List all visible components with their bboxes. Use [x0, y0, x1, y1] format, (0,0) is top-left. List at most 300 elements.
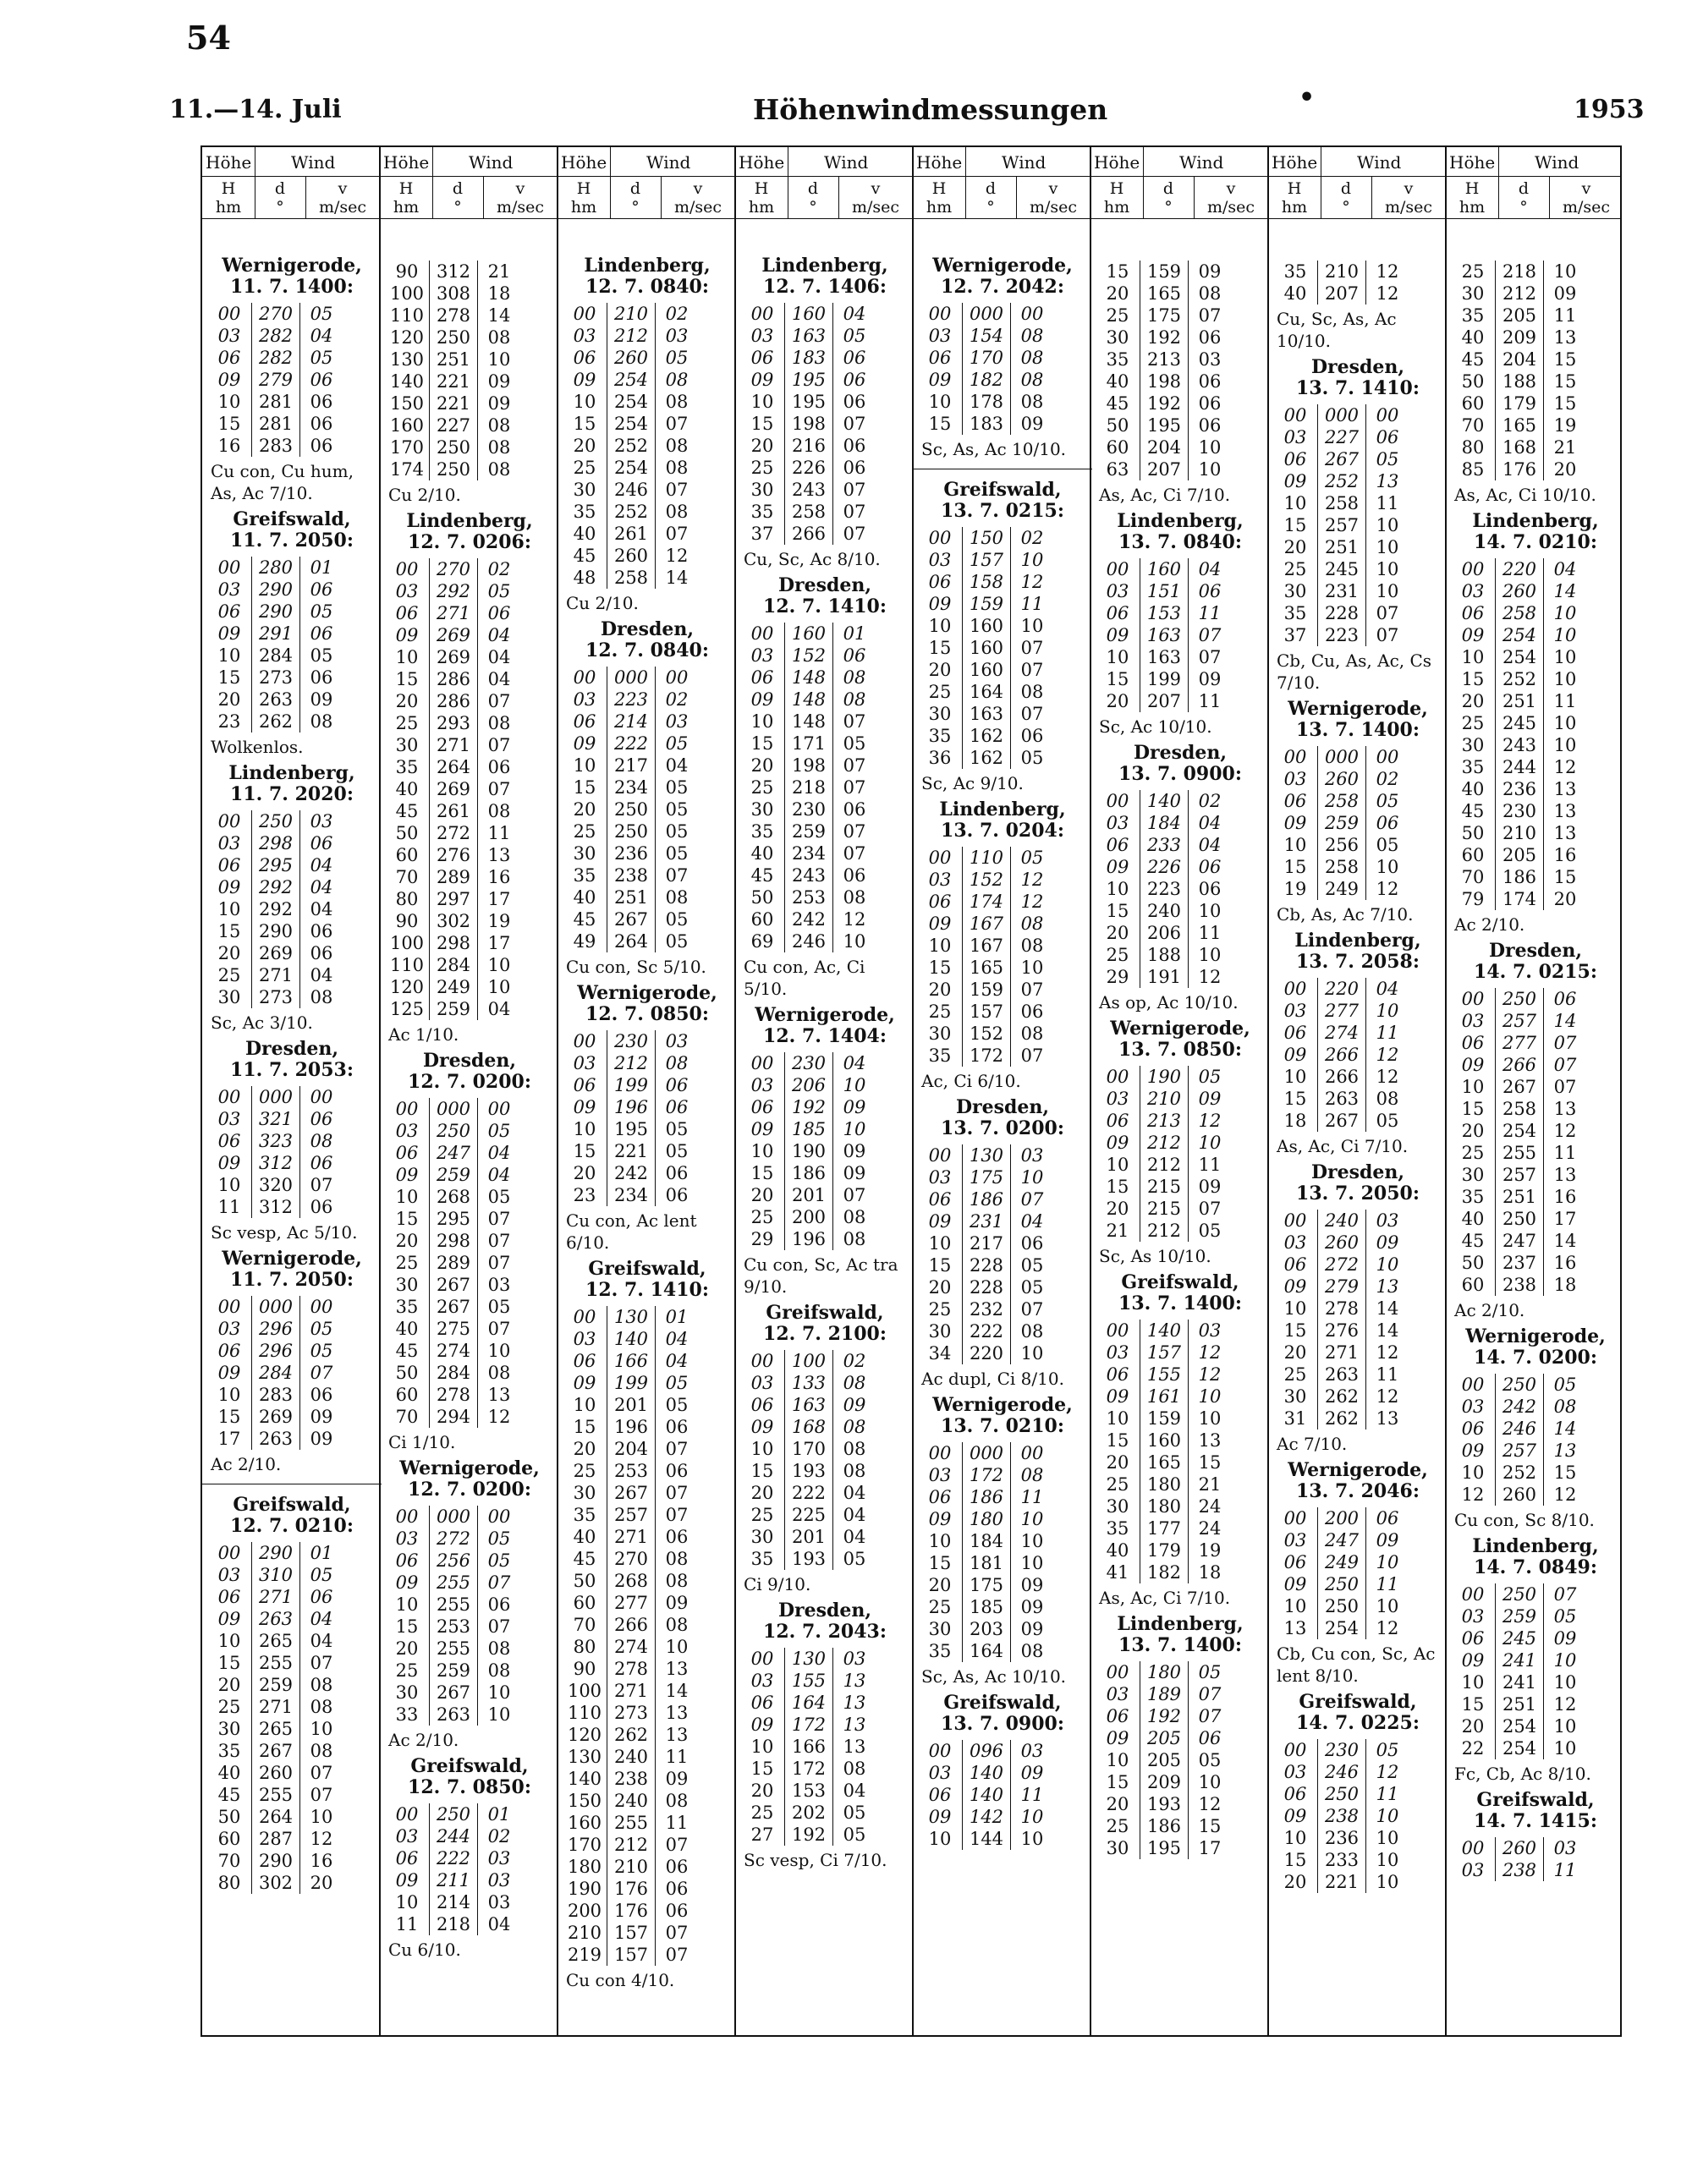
height-value: 03: [573, 689, 596, 710]
height-value: 03: [573, 326, 596, 346]
direction-value: 290: [251, 920, 300, 942]
direction-value: 250: [1495, 1374, 1544, 1396]
speed-value: 04: [1198, 835, 1222, 855]
station-block: [1273, 261, 1442, 352]
height-value: 10: [573, 1395, 596, 1415]
direction-value: 195: [1140, 414, 1189, 436]
speed-value: 04: [310, 1609, 333, 1629]
table-row: [385, 910, 554, 932]
cloud-note: As, Ac, Ci 10/10.: [1454, 485, 1596, 505]
direction-value: 252: [607, 501, 656, 523]
table-row: [207, 1406, 376, 1428]
speed-value: 08: [487, 1660, 511, 1681]
height-value: 40: [1461, 327, 1485, 348]
table-row: [563, 1724, 732, 1746]
column-content: [918, 255, 1087, 1855]
table-row: [1096, 790, 1265, 812]
speed-value: 08: [665, 392, 689, 412]
height-value: 130: [567, 1747, 602, 1767]
table-row: [207, 303, 376, 325]
station-name: Wernigerode,: [222, 1248, 362, 1270]
cloud-note: Cb, As, Ac 7/10.: [1277, 904, 1414, 925]
speed-value: 05: [487, 1297, 511, 1317]
table-row: [740, 908, 909, 930]
speed-value: 13: [1553, 801, 1577, 821]
speed-value: 05: [1020, 1255, 1044, 1276]
station-datetime: 12. 7. 0200:: [408, 1071, 531, 1093]
direction-value: 236: [1495, 778, 1544, 800]
station-datetime: 12. 7. 2100:: [763, 1323, 887, 1345]
speed-value: 08: [487, 437, 511, 458]
speed-value: 05: [1020, 1277, 1044, 1298]
height-value: 00: [217, 1087, 241, 1107]
speed-value: 12: [487, 1407, 511, 1427]
direction-value: 190: [784, 1140, 833, 1162]
direction-value: 258: [607, 567, 656, 589]
height-value: 00: [573, 1307, 596, 1327]
station-block: [918, 255, 1087, 460]
table-row: [1096, 370, 1265, 392]
direction-value: 207: [1140, 458, 1189, 480]
height-value: 10: [217, 645, 241, 666]
speed-value: 07: [843, 711, 866, 732]
table-column: [1090, 147, 1268, 2035]
direction-value: 272: [429, 822, 478, 844]
table-row: [918, 1001, 1087, 1023]
table-row: [563, 1118, 732, 1140]
speed-value: 07: [487, 1572, 511, 1593]
direction-value: 270: [607, 1548, 656, 1570]
table-row: [385, 414, 554, 436]
table-row: [1096, 1561, 1265, 1583]
speed-value: 06: [1198, 415, 1222, 436]
speed-value: 05: [665, 799, 689, 820]
speed-value: 10: [1376, 537, 1399, 557]
station-name: Wernigerode,: [1465, 1325, 1606, 1347]
height-value: 20: [928, 660, 952, 680]
height-value: 03: [1283, 1762, 1307, 1782]
table-row: [1273, 492, 1442, 514]
direction-value: 280: [251, 557, 300, 579]
table-row: [1273, 1364, 1442, 1386]
table-row: [740, 1118, 909, 1140]
table-row: [563, 1900, 732, 1922]
direction-value: 193: [784, 1548, 833, 1570]
table-column: [1446, 147, 1623, 2035]
height-value: 03: [750, 1373, 774, 1393]
height-value: 00: [750, 1053, 774, 1073]
station-name: Greifswald,: [943, 1692, 1062, 1714]
speed-value: 05: [1198, 1662, 1222, 1682]
speed-value: 13: [1376, 471, 1399, 491]
deg-unit: °: [276, 198, 284, 217]
height-value: 00: [573, 1031, 596, 1051]
table-row: [740, 1394, 909, 1416]
height-value: 79: [1461, 889, 1485, 909]
speed-value: 07: [1553, 1055, 1577, 1075]
height-value: 09: [573, 370, 596, 390]
speed-value: 09: [665, 1769, 689, 1789]
table-row: [207, 942, 376, 964]
cloud-note: Sc vesp, Ac 5/10.: [211, 1222, 358, 1243]
direction-value: 165: [1140, 283, 1189, 305]
height-value: 06: [928, 348, 952, 368]
table-row: [918, 391, 1087, 413]
height-value: 20: [1106, 923, 1129, 943]
height-value: 219: [567, 1945, 602, 1965]
speed-value: 04: [310, 899, 333, 919]
table-row: [740, 842, 909, 864]
table-row: [1451, 668, 1620, 690]
height-value: 25: [1283, 559, 1307, 579]
speed-value: 07: [1020, 1299, 1044, 1320]
h-label: H: [1287, 179, 1302, 198]
table-row: [563, 479, 732, 501]
direction-value: 312: [429, 261, 478, 283]
height-value: 03: [1283, 1001, 1307, 1021]
height-value: 25: [750, 1803, 774, 1823]
h-label: H: [1464, 179, 1480, 198]
height-value: 06: [217, 348, 241, 368]
height-value: 06: [395, 1550, 419, 1571]
station-datetime: 11. 7. 2050:: [230, 530, 354, 551]
speed-value: 04: [843, 1527, 866, 1547]
speed-value: 00: [487, 1506, 511, 1527]
d-label: d: [985, 179, 997, 198]
height-value: 80: [395, 889, 419, 909]
direction-value: 221: [429, 392, 478, 414]
table-row: [563, 391, 732, 413]
speed-value: 14: [1553, 1231, 1577, 1251]
station-block: [1273, 1460, 1442, 1687]
table-row: [1273, 1595, 1442, 1617]
speed-value: 06: [310, 943, 333, 963]
height-value: 20: [750, 1483, 774, 1503]
height-value: 20: [217, 689, 241, 710]
direction-value: 190: [1140, 1066, 1189, 1088]
speed-value: 05: [1553, 1375, 1577, 1395]
height-header: Höhe: [206, 152, 252, 173]
speed-value: 20: [310, 1873, 333, 1893]
speed-value: 06: [310, 436, 333, 456]
table-row: [563, 1746, 732, 1768]
height-value: 50: [1461, 371, 1485, 392]
height-value: 10: [1283, 1298, 1307, 1319]
speed-value: 06: [310, 414, 333, 434]
table-row: [918, 637, 1087, 659]
table-row: [385, 1142, 554, 1164]
direction-value: 259: [429, 1164, 478, 1186]
speed-value: 04: [843, 1781, 866, 1801]
height-value: 06: [1283, 1023, 1307, 1043]
speed-value: 13: [665, 1703, 689, 1723]
table-row: [1451, 866, 1620, 888]
direction-value: 289: [429, 866, 478, 888]
table-row: [385, 261, 554, 283]
speed-value: 09: [310, 1429, 333, 1449]
speed-value: 13: [665, 1659, 689, 1679]
speed-value: 10: [1553, 647, 1577, 667]
direction-value: 222: [962, 1320, 1011, 1342]
speed-value: 05: [487, 1121, 511, 1141]
cloud-note: Sc, As, Ac 10/10.: [921, 1666, 1067, 1687]
table-row: [740, 820, 909, 842]
speed-value: 07: [310, 1653, 333, 1673]
direction-value: 257: [1495, 1440, 1544, 1462]
table-row: [740, 435, 909, 457]
speed-value: 12: [1376, 261, 1399, 282]
table-row: [385, 1230, 554, 1252]
column-rule: [734, 147, 736, 2035]
direction-value: 186: [784, 1162, 833, 1184]
v-label: v: [1048, 179, 1058, 198]
table-row: [1096, 392, 1265, 414]
table-row: [1096, 1154, 1265, 1176]
height-value: 00: [217, 1297, 241, 1317]
table-row: [385, 1098, 554, 1120]
table-row: [207, 1296, 376, 1318]
table-row: [1273, 1110, 1442, 1132]
speed-value: 10: [1198, 459, 1222, 480]
height-value: 03: [928, 870, 952, 890]
height-value: 00: [750, 623, 774, 644]
height-value: 09: [395, 1572, 419, 1593]
speed-value: 10: [1376, 1001, 1399, 1021]
direction-value: 193: [784, 1460, 833, 1482]
direction-value: 260: [1495, 580, 1544, 602]
height-value: 09: [928, 1509, 952, 1529]
table-row: [740, 479, 909, 501]
table-row: [1273, 283, 1442, 305]
height-value: 30: [1106, 327, 1129, 348]
table-row: [918, 1276, 1087, 1298]
table-row: [1096, 1364, 1265, 1386]
direction-value: 188: [1495, 370, 1544, 392]
speed-value: 08: [310, 1741, 333, 1761]
height-value: 180: [567, 1857, 602, 1877]
speed-value: 10: [487, 349, 511, 370]
table-row: [740, 1504, 909, 1526]
direction-value: 240: [607, 1746, 656, 1768]
direction-value: 254: [1495, 1120, 1544, 1142]
station-block: [1273, 1162, 1442, 1455]
table-row: [207, 1828, 376, 1850]
height-value: 06: [928, 1487, 952, 1507]
height-value: 10: [217, 1385, 241, 1405]
speed-value: 08: [487, 415, 511, 436]
direction-value: 214: [429, 1891, 478, 1913]
table-row: [918, 303, 1087, 325]
speed-value: 07: [843, 843, 866, 864]
height-value: 10: [928, 1531, 952, 1551]
height-value: 200: [567, 1901, 602, 1921]
table-row: [385, 436, 554, 458]
direction-value: 201: [784, 1184, 833, 1206]
speed-value: 07: [1198, 1199, 1222, 1219]
height-value: 03: [928, 326, 952, 346]
height-value: 10: [395, 1594, 419, 1615]
direction-value: 250: [1495, 1208, 1544, 1230]
station-name: Greifswald,: [766, 1302, 884, 1324]
table-row: [563, 1394, 732, 1416]
direction-value: 160: [1140, 1429, 1189, 1451]
column-rule: [912, 147, 914, 2035]
table-row: [918, 1342, 1087, 1364]
direction-value: 100: [784, 1350, 833, 1372]
direction-value: 292: [429, 580, 478, 602]
direction-value: 243: [784, 479, 833, 501]
table-row: [1273, 1000, 1442, 1022]
height-value: 10: [750, 1141, 774, 1161]
speed-value: 04: [487, 669, 511, 689]
table-row: [563, 1702, 732, 1724]
height-value: 00: [750, 304, 774, 324]
table-row: [385, 1594, 554, 1616]
table-row: [740, 798, 909, 820]
speed-value: 10: [1376, 559, 1399, 579]
direction-value: 217: [962, 1232, 1011, 1254]
height-value: 50: [573, 1571, 596, 1591]
speed-value: 08: [487, 1363, 511, 1383]
height-value: 15: [1283, 1320, 1307, 1341]
table-row: [918, 1530, 1087, 1552]
direction-value: 176: [1495, 458, 1544, 480]
table-row: [1451, 348, 1620, 370]
height-value: 00: [1461, 1375, 1485, 1395]
height-value: 10: [1461, 1077, 1485, 1097]
direction-value: 181: [962, 1552, 1011, 1574]
height-value: 10: [1461, 647, 1485, 667]
speed-value: 11: [1020, 1487, 1044, 1507]
speed-value: 06: [665, 1857, 689, 1877]
speed-value: 10: [1553, 1672, 1577, 1693]
direction-value: 250: [429, 327, 478, 348]
speed-value: 06: [665, 1901, 689, 1921]
speed-value: 03: [310, 811, 333, 831]
table-row: [207, 1108, 376, 1130]
speed-value: 07: [665, 1945, 689, 1965]
table-row: [1273, 1739, 1442, 1761]
direction-value: 221: [429, 370, 478, 392]
v-label: v: [338, 179, 348, 198]
table-row: [740, 1758, 909, 1780]
height-value: 25: [928, 682, 952, 702]
direction-value: 267: [429, 1296, 478, 1318]
direction-value: 292: [251, 898, 300, 920]
speed-value: 08: [1020, 936, 1044, 956]
direction-value: 000: [251, 1296, 300, 1318]
table-row: [740, 886, 909, 908]
table-row: [918, 1486, 1087, 1508]
station-name: Dresden,: [1133, 742, 1228, 764]
table-row: [563, 886, 732, 908]
direction-value: 256: [429, 1550, 478, 1572]
height-value: 15: [928, 414, 952, 434]
station-block: [1273, 1692, 1442, 1893]
table-row: [563, 1140, 732, 1162]
speed-value: 05: [1020, 848, 1044, 868]
table-row: [385, 1572, 554, 1594]
table-row: [918, 1762, 1087, 1784]
station-datetime: 13. 7. 1400:: [1118, 1292, 1242, 1314]
height-value: 80: [217, 1873, 241, 1893]
station-datetime: 11. 7. 2050:: [230, 1269, 354, 1291]
speed-value: 08: [665, 1053, 689, 1073]
speed-value: 06: [310, 1153, 333, 1173]
height-value: 80: [1461, 437, 1485, 458]
table-row: [918, 891, 1087, 913]
table-row: [1451, 800, 1620, 822]
d-label: d: [1162, 179, 1174, 198]
table-row: [385, 690, 554, 712]
height-value: 15: [1461, 1694, 1485, 1715]
height-value: 15: [573, 1141, 596, 1161]
speed-value: 12: [1376, 1067, 1399, 1087]
speed-value: 24: [1198, 1496, 1222, 1517]
direction-value: 148: [784, 667, 833, 689]
direction-value: 226: [784, 457, 833, 479]
height-value: 09: [573, 733, 596, 754]
speed-value: 04: [310, 965, 333, 985]
speed-value: 07: [487, 1319, 511, 1339]
column-content: [1273, 255, 1442, 1898]
speed-value: 13: [1553, 823, 1577, 843]
speed-value: 09: [1020, 414, 1044, 434]
table-row: [563, 1768, 732, 1790]
direction-value: 320: [251, 1174, 300, 1196]
station-datetime: 13. 7. 0204:: [941, 820, 1064, 842]
speed-value: 12: [1020, 870, 1044, 890]
height-value: 20: [1461, 1716, 1485, 1737]
table-row: [1451, 602, 1620, 624]
speed-value: 10: [843, 1119, 866, 1139]
speed-value: 08: [843, 1439, 866, 1459]
speed-value: 07: [843, 414, 866, 434]
station-name: Dresden,: [1310, 356, 1405, 378]
height-value: 06: [750, 1395, 774, 1415]
speed-value: 11: [1198, 603, 1222, 623]
v-label: v: [1404, 179, 1414, 198]
height-value: 30: [1106, 1496, 1129, 1517]
height-value: 25: [750, 1207, 774, 1227]
direction-value: 192: [784, 1824, 833, 1846]
direction-value: 186: [962, 1188, 1011, 1210]
speed-value: 04: [487, 625, 511, 645]
speed-value: 08: [1020, 914, 1044, 934]
table-row: [740, 1416, 909, 1438]
table-row: [385, 458, 554, 480]
h-label: H: [398, 179, 414, 198]
table-row: [918, 957, 1087, 979]
station-datetime: 13. 7. 0840:: [1118, 531, 1242, 553]
speed-value: 06: [1376, 427, 1399, 447]
height-value: 25: [1283, 1364, 1307, 1385]
direction-value: 186: [1140, 1815, 1189, 1837]
direction-value: 192: [784, 1096, 833, 1118]
speed-value: 02: [1376, 769, 1399, 789]
station-name: Lindenberg,: [1117, 1613, 1244, 1635]
height-value: 06: [1283, 1784, 1307, 1804]
speed-value: 20: [1553, 459, 1577, 480]
cloud-note: Sc, Ac 3/10.: [211, 1012, 313, 1033]
station-name: Greifswald,: [410, 1755, 529, 1777]
table-row: [563, 1922, 732, 1944]
direction-value: 243: [784, 864, 833, 886]
height-value: 20: [1106, 283, 1129, 304]
table-row: [207, 1806, 376, 1828]
direction-value: 222: [429, 1847, 478, 1869]
table-row: [1451, 778, 1620, 800]
